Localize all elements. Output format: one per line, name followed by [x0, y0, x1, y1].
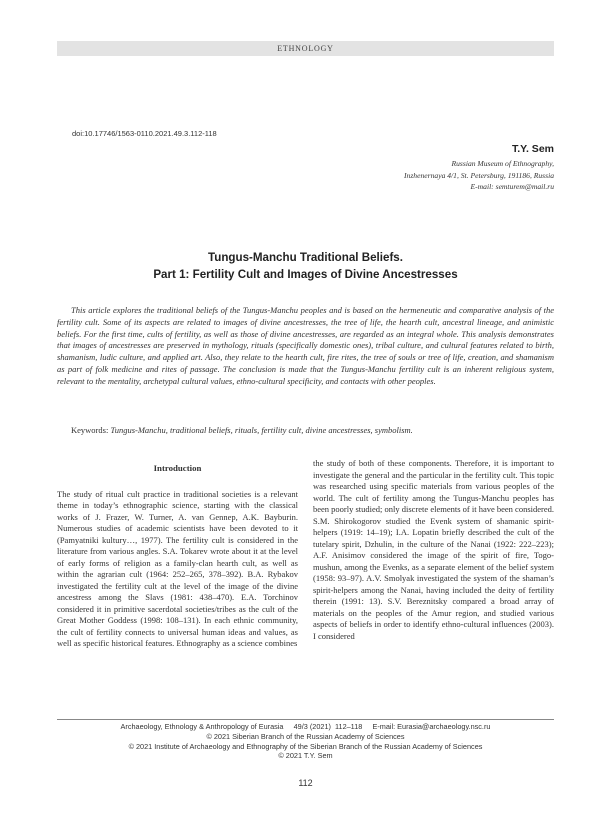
body-paragraph-left: The study of ritual cult practice in traditional societies is a relevant theme in today’s ethnographic science, starting with the classical works of J. Frazer, W. Turner, A. van Gennep, A.K. Bayburin. Numerous studies of academic scientists have been devoted to it (Pamyatniki kultury…, 1977). The fertility cult is considered in the literature from various angles. S.A. Tokarev wrote about it at the level of early forms of religion as a family-clan hearth cult, as well as within the agrarian cult (1964: 252–265, 378–392). B.A. Rybakov investigated the fertility cult at the level of the image of the divine ancestress among the Slavs (1981: 438–470). E.A. Torchinov considered it in primitive sacerdotal societies/tribes as the cult of the Great Mother Goddess (1998: 108–131). In each ethnic community, the cult of fertility connects to universal human ideas and values, as well as specific historical features. Ethnography as a science combines: [57, 488, 298, 648]
body-column-right: [313, 458, 554, 642]
affiliation-address: Inzhenernaya 4/1, St. Petersburg, 191186, Russia: [404, 170, 554, 180]
section-label: ETHNOLOGY: [277, 44, 334, 53]
keywords-label: Keywords:: [71, 425, 109, 435]
article-title: [57, 250, 554, 283]
running-header: [57, 41, 554, 56]
body-column-left: [57, 461, 298, 650]
author-name: T.Y. Sem: [511, 143, 554, 155]
page-number: 112: [298, 778, 313, 788]
author-block: [404, 143, 554, 193]
footer-copyright-author: © 2021 T.Y. Sem: [278, 751, 333, 761]
keywords: [71, 425, 554, 437]
footer: [57, 722, 554, 761]
keywords-values: Tungus-Manchu, traditional beliefs, rituals, fertility cult, divine ancestresses, symbolism.: [110, 425, 413, 435]
affiliation-line: Russian Museum of Ethnography,: [451, 159, 554, 168]
doi: doi:10.17746/1563-0110.2021.49.3.112-118: [72, 129, 217, 138]
title-line-2: Part 1: Fertility Cult and Images of Divine Ancestresses: [153, 267, 458, 281]
author-email: E-mail: semturem@mail.ru: [470, 182, 554, 191]
title-line-1: Tungus-Manchu Traditional Beliefs.: [208, 251, 403, 264]
abstract: This article explores the traditional beliefs of the Tungus-Manchu peoples and is based on the hermeneutic and comparative analysis of the fertility cult. Some of its aspects are related to images of divine ancestresses, the tree of life, the hearth cult, ancestral lineage, and animistic beliefs. For the first time, cults of fertility, as well as those of divine ancestresses, are regarded as an integral whole. This analysis demonstrates that images of ancestresses are preserved in mythology, rituals (specifically domestic ones), tribal culture, and cultural features related to birth, shamanism, ludic culture, and applied art. Also, they relate to the hearth cult, fire rites, the tree of souls or tree of life, creation, and shamanism as part of folk medicine and rites of passage. The conclusion is made that the Tungus-Manchu fertility cult is an inherent religious system, relevant to the mentality, archetypal cultural values, ethno-cultural specificity, and contacts with other peoples.: [57, 305, 554, 386]
footer-copyright-sb-ras: © 2021 Siberian Branch of the Russian Academy of Sciences: [206, 731, 405, 741]
footer-copyright-institute: © 2021 Institute of Archaeology and Ethnography of the Siberian Branch of the Russian Academy of Sciences: [128, 741, 483, 751]
footer-divider: [57, 719, 554, 720]
section-heading-introduction: Introduction: [153, 463, 202, 473]
footer-journal: Archaeology, Ethnology & Anthropology of Eurasia 49/3 (2021) 112–118 E-mail: Eurasia@archaeology.nsc.ru: [120, 722, 491, 731]
body-paragraph-right: the study of both of these components. Therefore, it is important to investigate the general and the particular in the fertility cult. This topic was researched using specific materials from various peoples of the world. The cult of fertility among the Tungus-Manchu peoples has been poorly studied; only discrete elements of it have been considered. S.M. Shirokogorov studied the Evenk system of shamanic spirit-helpers (1919: 14–19); I.A. Lopatin briefly described the cult of the tutelary spirit, Dzhulin, in the culture of the Nanai (1922: 222–223); A.F. Anisimov considered the image of the spirit of fire, Togo-mushun, among the Evenks, as a separate element of the belief system (1958: 93–97). A.V. Smolyak investigated the system of the shaman’s spirit-helpers among the Nanai, having included the deity of fertility therein (1991: 13). S.V. Bereznitsky compared a broad array of materials on the peoples of the Amur region, and studied various aspects of beliefs in order to identify ethno-cultural influences (2003). I considered: [313, 458, 554, 641]
